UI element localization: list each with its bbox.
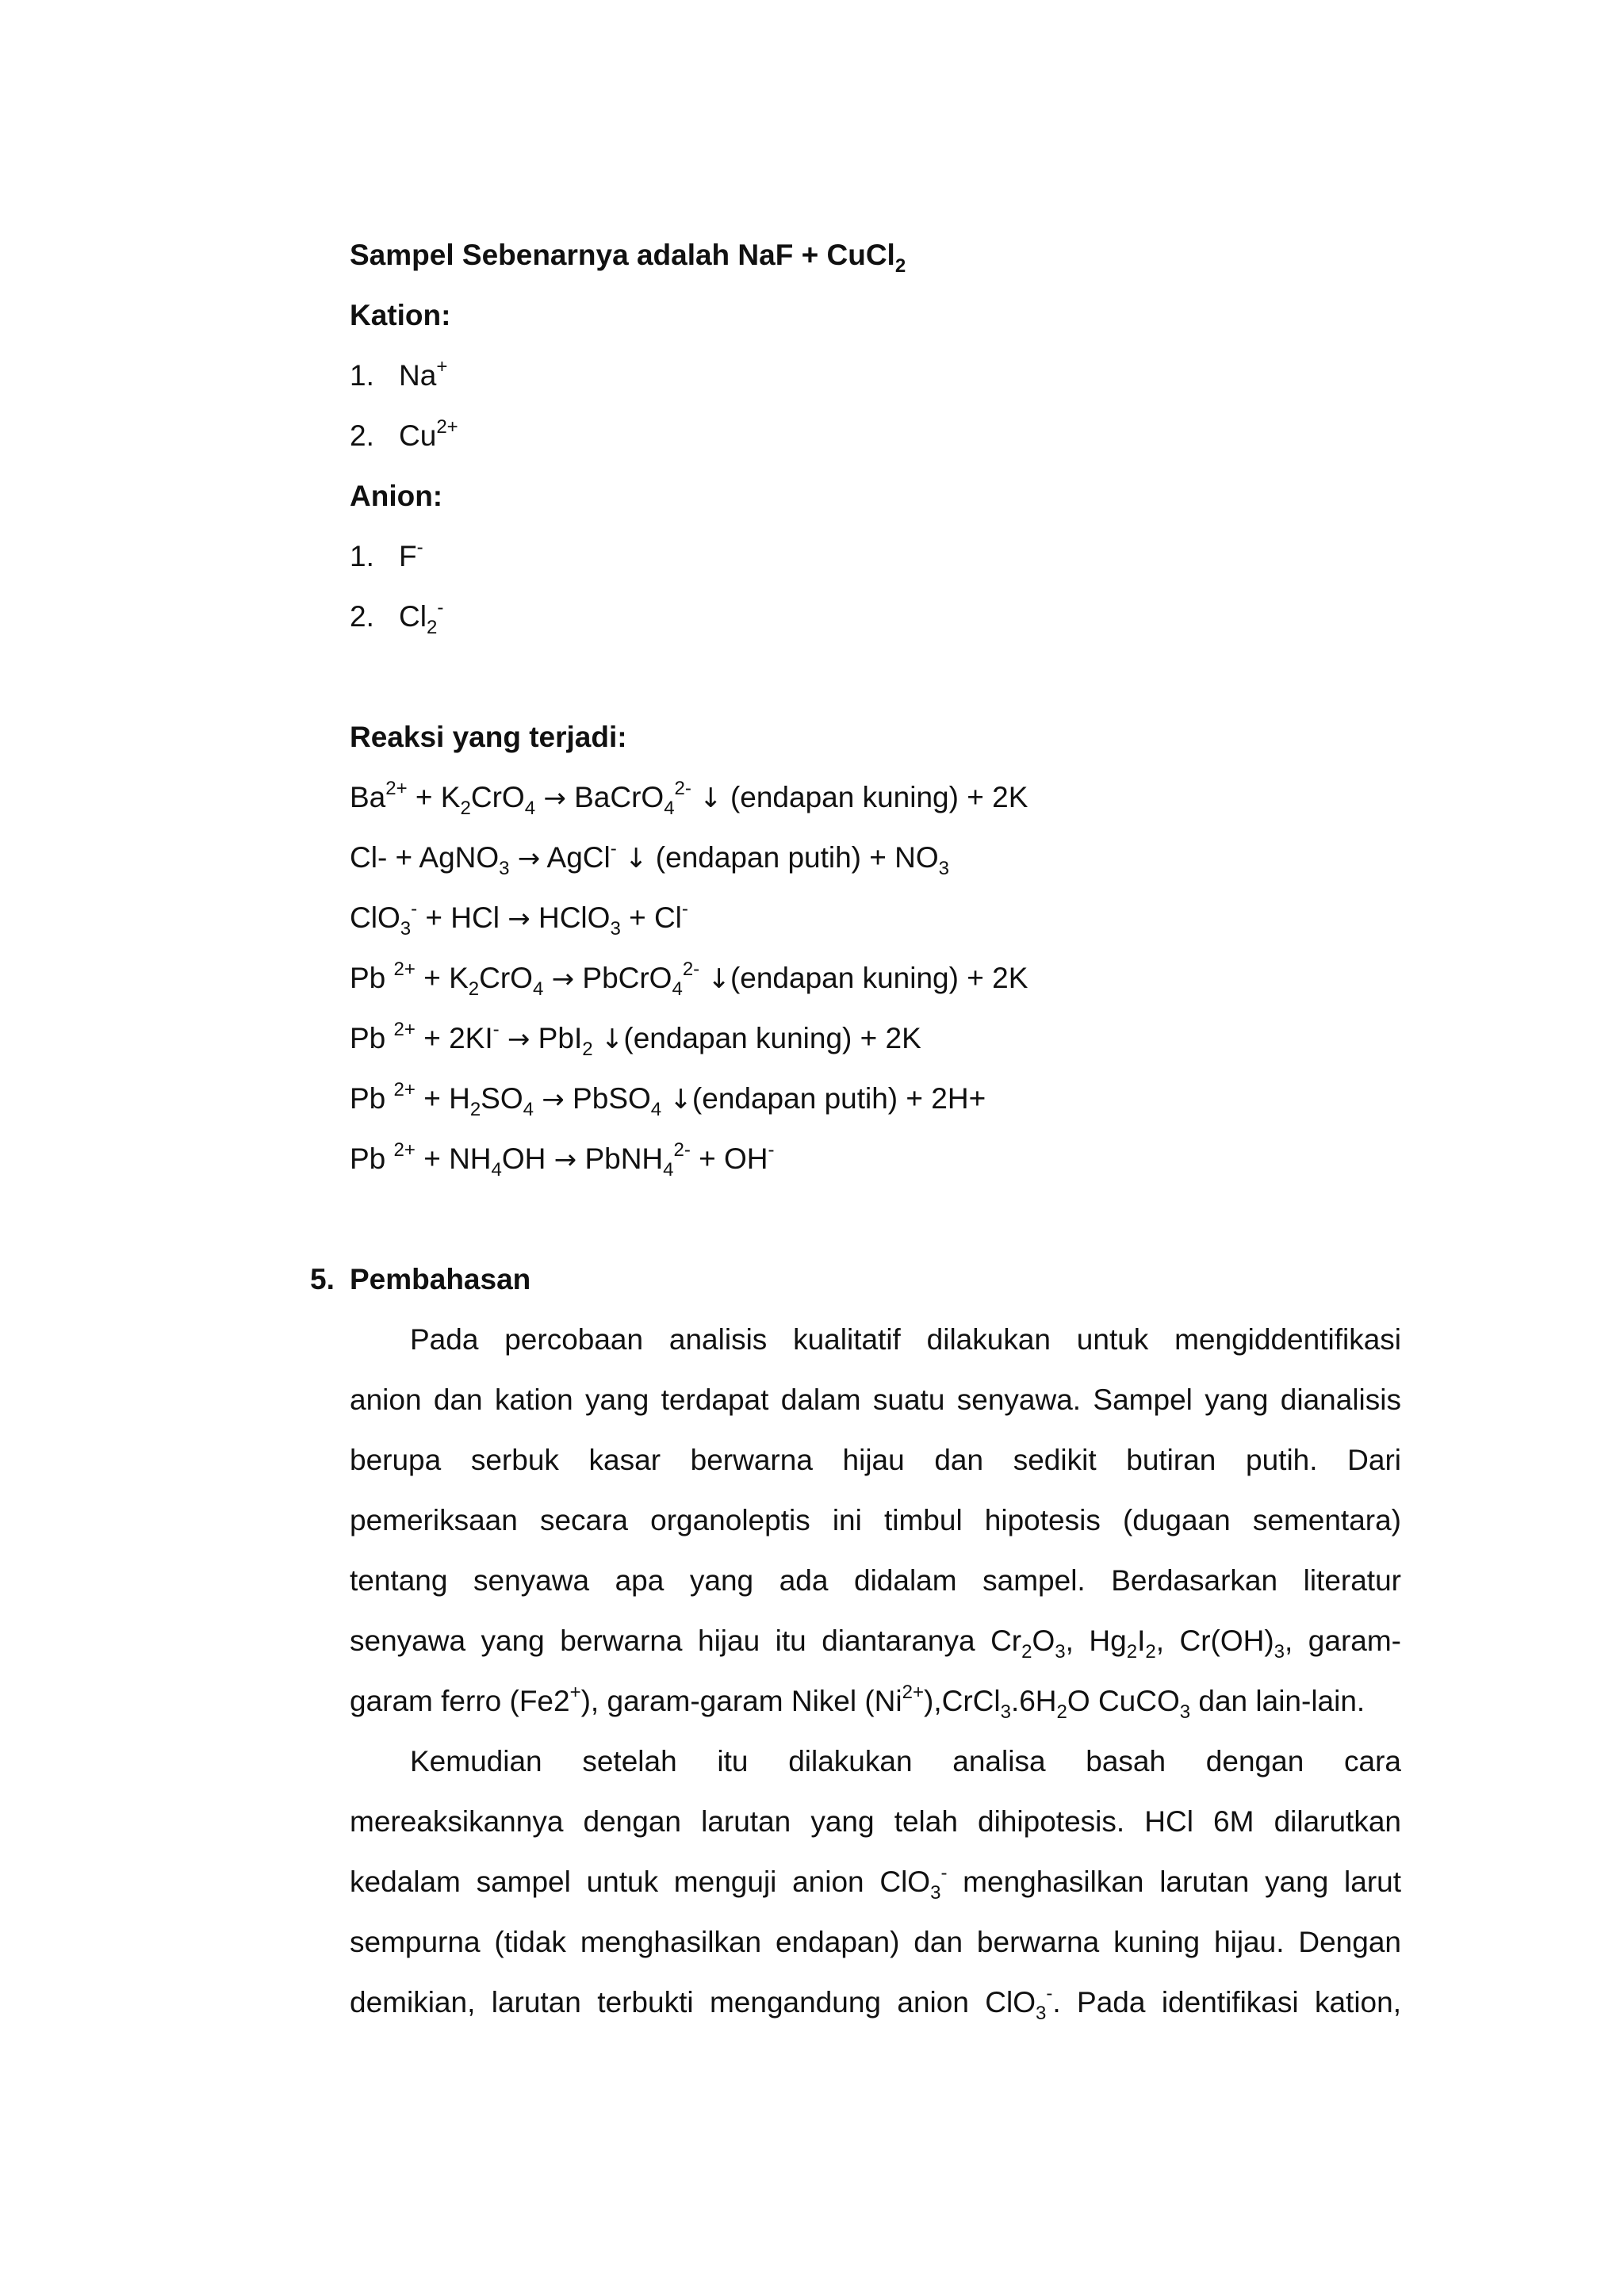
arrow-right-icon: → bbox=[543, 783, 566, 814]
ion-symbol: Cu bbox=[399, 419, 437, 452]
paragraph-2-line-5: demikian, larutan terbukti mengandung anion ClO$_3$-. Pada identifikasi kation, bbox=[350, 1983, 1401, 2024]
ion-charge: - bbox=[437, 597, 444, 618]
paragraph-2-line-4: sempurna (tidak menghasilkan endapan) dan berwarna kuning hijau. Dengan bbox=[350, 1926, 1401, 1958]
ion-symbol: F bbox=[399, 540, 417, 572]
list-number: 1. bbox=[350, 540, 374, 572]
arrow-right-icon: → bbox=[553, 1144, 577, 1176]
ion-charge: 2+ bbox=[436, 416, 458, 438]
arrow-down-icon: ↓ bbox=[707, 963, 730, 995]
paragraph-1-line-4: pemeriksaan secara organoleptis ini timbul hipotesis (dugaan sementara) bbox=[350, 1504, 1401, 1536]
reaction-1: $Ba^{2+} + K_2CrO_4$ → BaCrO$_4^{2-}$ ↓ (endapan kuning) + 2K bbox=[350, 778, 1028, 819]
paragraph-1-line-6: senyawa yang berwarna hijau itu diantaranya $Cr_2O_3$, $Hg_2I_2$, $Cr(OH)_3$, garam- bbox=[350, 1624, 1401, 1663]
reaction-2: Cl- + AgNO$_3$ → AgCl- ↓ (endapan putih) + $NO_3$ bbox=[350, 838, 950, 879]
paragraph-2-line-3: kedalam sampel untuk menguji anion ClO$_3$- menghasilkan larutan yang larut bbox=[350, 1862, 1401, 1904]
arrow-down-icon: ↓ bbox=[600, 1024, 624, 1055]
reaction-5: Pb $^{2+}$ + 2KI- → PbI$_2$ ↓(endapan kuning) + 2K bbox=[350, 1019, 921, 1060]
anion-item-1 bbox=[350, 538, 423, 576]
anion-title: Anion: bbox=[350, 480, 443, 512]
kation-title: Kation: bbox=[350, 299, 451, 331]
list-number: 1. bbox=[350, 359, 374, 392]
reaction-3: ClO$_3$- + HCl → HClO$_3$ + Cl- bbox=[350, 898, 688, 939]
ion-subscript: 2 bbox=[426, 617, 438, 638]
section-number: 5. bbox=[310, 1263, 335, 1295]
sample-heading-sub: 2 bbox=[894, 255, 906, 277]
paragraph-2-line-1: Kemudian setelah itu dilakukan analisa basah dengan cara bbox=[410, 1745, 1401, 1777]
ion-charge: + bbox=[436, 356, 448, 377]
arrow-right-icon: → bbox=[542, 1084, 565, 1115]
arrow-right-icon: → bbox=[507, 1024, 530, 1055]
paragraph-1-line-5: tentang senyawa apa yang ada didalam sampel. Berdasarkan literatur bbox=[350, 1564, 1401, 1597]
ion-charge: - bbox=[416, 537, 423, 558]
reaction-4: Pb $^{2+} + K_2CrO_4$ → PbCrO$_4^{2-}$ ↓(endapan kuning) + 2K bbox=[350, 959, 1028, 1000]
ion-symbol: Cl bbox=[399, 600, 427, 633]
anion-item-2 bbox=[350, 598, 443, 636]
reaction-6: Pb $^{2+} + H_2SO_4$ → PbSO$_4$ ↓(endapan putih) + 2H+ bbox=[350, 1079, 986, 1120]
reaksi-title: Reaksi yang terjadi: bbox=[350, 721, 627, 753]
reaction-7: Pb $^{2+} + NH_4OH$ → PbNH$_4^{2-}$ + OH- bbox=[350, 1139, 775, 1181]
kation-item-2 bbox=[350, 417, 458, 455]
ion-symbol: Na bbox=[399, 359, 437, 392]
sample-heading bbox=[350, 236, 906, 277]
paragraph-1-line-3: berupa serbuk kasar berwarna hijau dan sedikit butiran putih. Dari bbox=[350, 1444, 1401, 1476]
arrow-right-icon: → bbox=[508, 903, 530, 935]
paragraph-1-line-7: garam ferro (Fe2+), garam-garam Nikel $(Ni^{2+}),CrCl_3.6H_2O$ CuCO$_3$ dan lain-lain. bbox=[350, 1682, 1365, 1723]
arrow-down-icon: ↓ bbox=[625, 843, 648, 874]
paragraph-1-line-2: anion dan kation yang terdapat dalam suatu senyawa. Sampel yang dianalisis bbox=[350, 1383, 1401, 1416]
list-number: 2. bbox=[350, 600, 374, 633]
arrow-right-icon: → bbox=[517, 843, 541, 874]
list-number: 2. bbox=[350, 419, 374, 452]
arrow-down-icon: ↓ bbox=[699, 783, 722, 814]
paragraph-2-line-2: mereaksikannya dengan larutan yang telah dihipotesis. HCl 6M dilarutkan bbox=[350, 1805, 1401, 1838]
arrow-down-icon: ↓ bbox=[669, 1084, 692, 1115]
paragraph-1-line-1: Pada percobaan analisis kualitatif dilakukan untuk mengiddentifikasi bbox=[410, 1323, 1401, 1356]
sample-heading-text: Sampel Sebenarnya adalah NaF + CuCl bbox=[350, 239, 895, 271]
kation-item-1 bbox=[350, 357, 447, 395]
arrow-right-icon: → bbox=[551, 963, 575, 995]
section-title: Pembahasan bbox=[350, 1263, 531, 1295]
